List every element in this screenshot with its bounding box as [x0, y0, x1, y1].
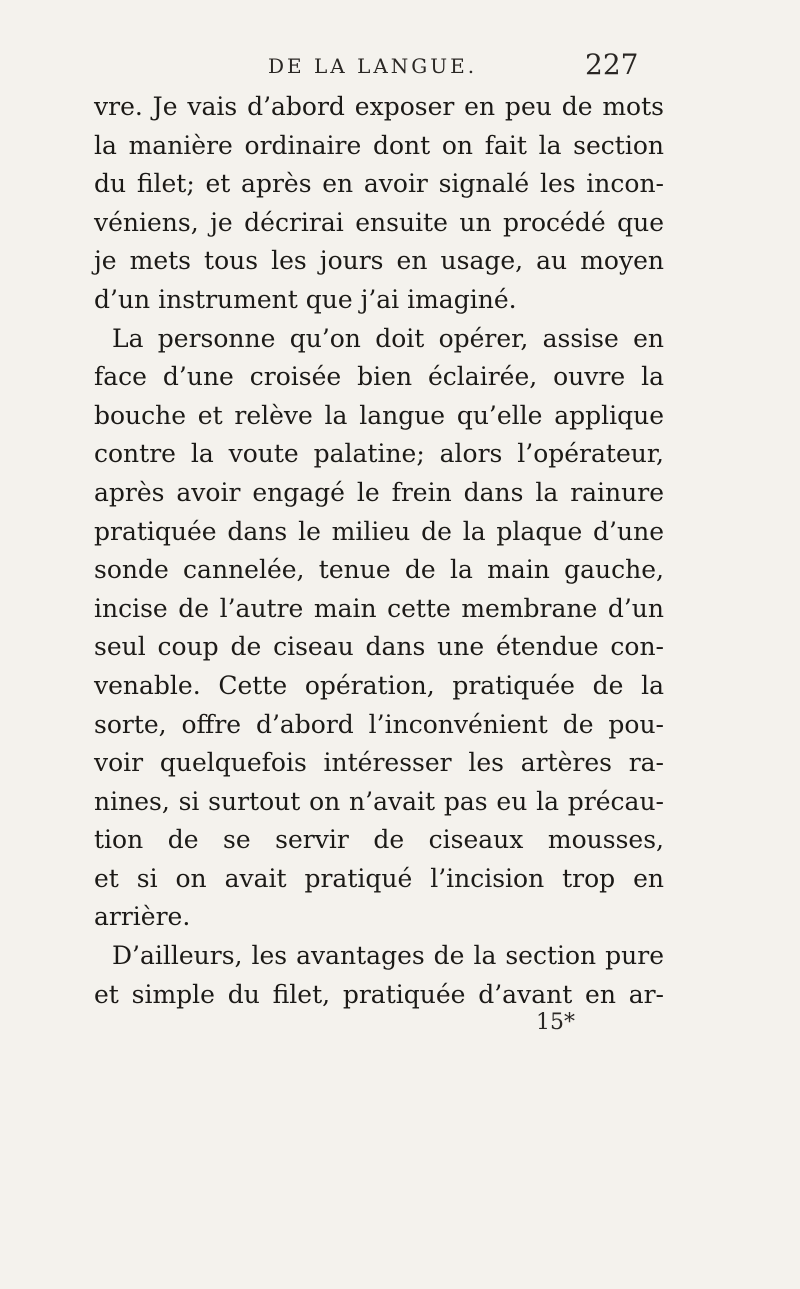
text-line: du filet; et après en avoir signalé les incon-	[94, 169, 664, 199]
text-line: et simple du filet, pratiquée d’avant en ar-	[94, 979, 664, 1009]
text-line: face d’une croisée bien éclairée, ouvre la	[94, 362, 664, 392]
text-line: D’ailleurs, les avantages de la section pure	[112, 941, 664, 971]
text-line: d’un instrument que j’ai imaginé.	[94, 284, 517, 314]
body-text	[94, 88, 664, 1014]
text-line: véniens, je décrirai ensuite un procédé que	[94, 207, 664, 237]
signature-mark: 15*	[536, 1010, 575, 1035]
text-line: contre la voute palatine; alors l’opérateur,	[94, 439, 664, 469]
text-line: arrière.	[94, 902, 191, 932]
running-title: DE LA LANGUE.	[268, 54, 478, 78]
text-line: seul coup de ciseau dans une étendue con-	[94, 632, 664, 662]
text-line: je mets tous les jours en usage, au moyen	[94, 246, 664, 276]
text-line: La personne qu’on doit opérer, assise en	[112, 323, 664, 353]
text-line: sorte, offre d’abord l’inconvénient de pou-	[94, 709, 664, 739]
text-line: sonde cannelée, tenue de la main gauche,	[94, 555, 664, 585]
text-line: pratiquée dans le milieu de la plaque d’une	[94, 516, 664, 546]
text-line: nines, si surtout on n’avait pas eu la précau-	[94, 786, 664, 816]
text-line: et si on avait pratiqué l’incision trop en	[94, 863, 664, 893]
text-line: voir quelquefois intéresser les artères ra-	[94, 748, 664, 778]
text-line: bouche et relève la langue qu’elle applique	[94, 400, 664, 430]
text-line: incise de l’autre main cette membrane d’un	[94, 593, 664, 623]
text-line: après avoir engagé le frein dans la rainure	[94, 477, 664, 507]
text-line: vre. Je vais d’abord exposer en peu de mots	[94, 92, 664, 121]
page-number: 227	[585, 48, 639, 81]
text-line: tion de se servir de ciseaux mousses,	[94, 825, 664, 855]
running-head	[0, 44, 800, 84]
text-line: la manière ordinaire dont on fait la section	[94, 130, 664, 160]
text-line: venable. Cette opération, pratiquée de la	[94, 670, 664, 700]
